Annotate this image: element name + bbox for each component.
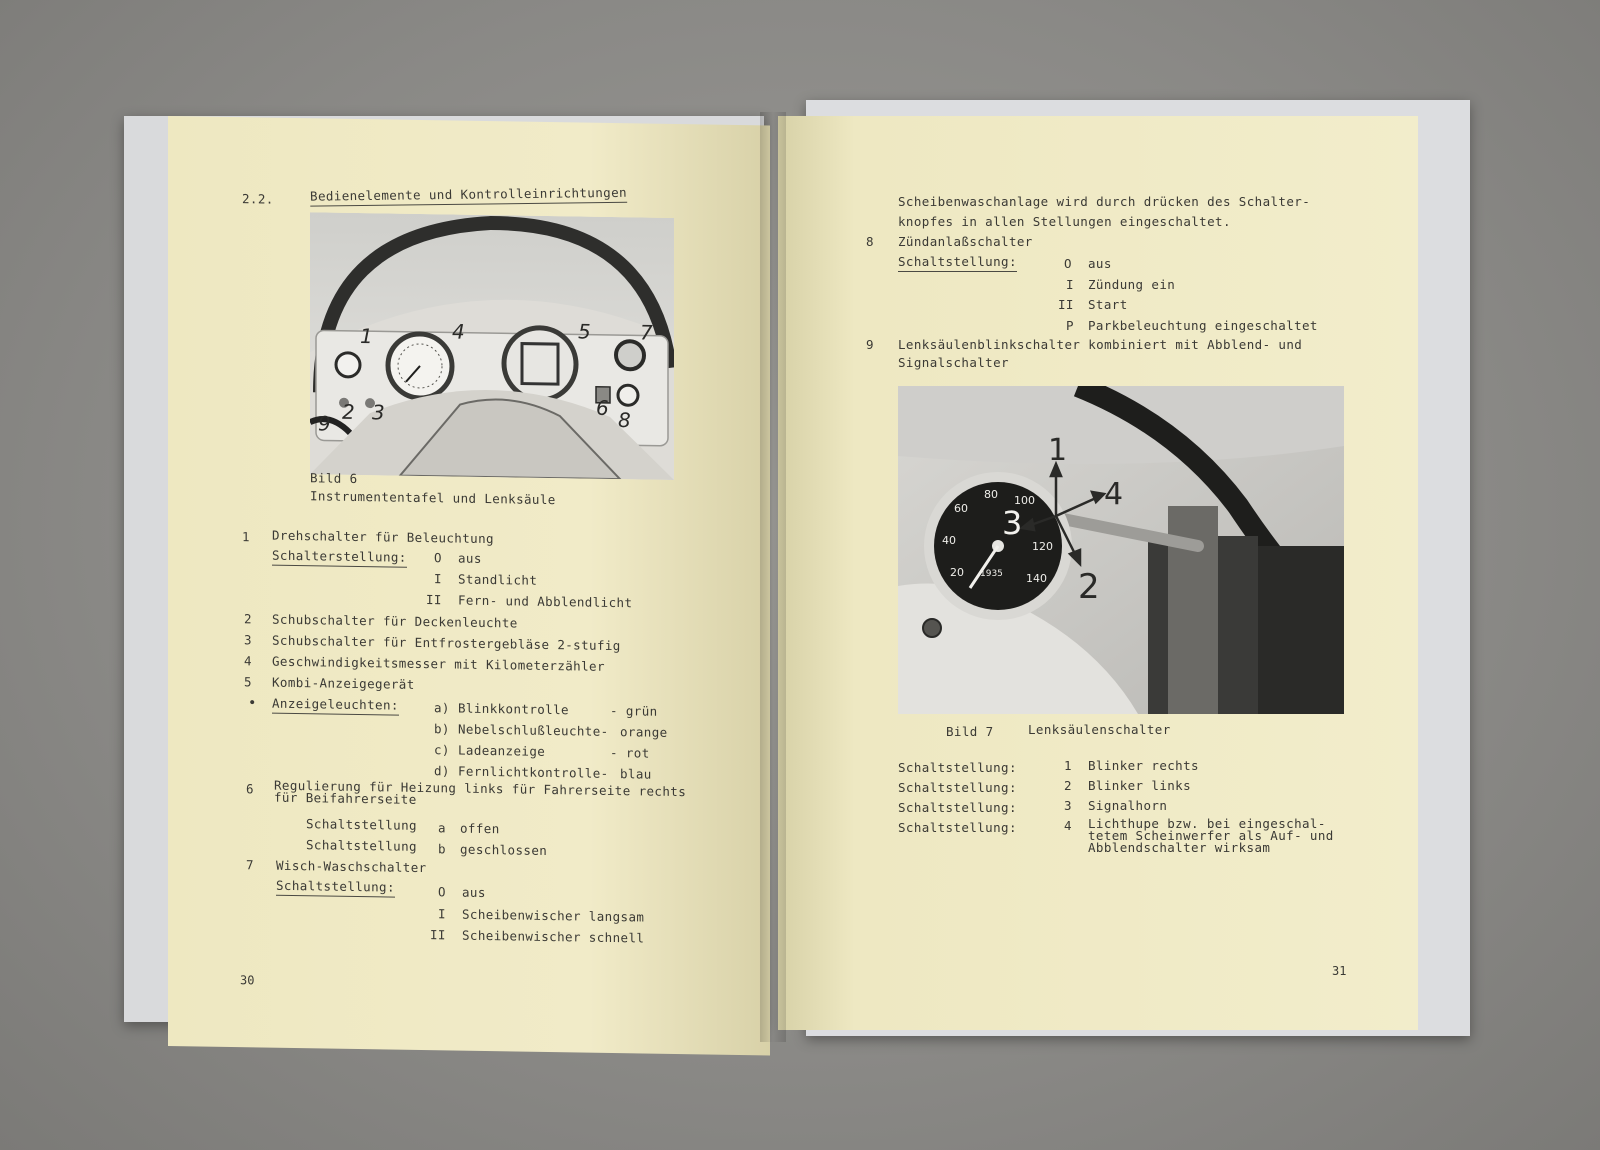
- callout-7: 7: [640, 320, 653, 345]
- switch-pos-3-text: Signalhorn: [1088, 798, 1168, 813]
- callout-r-3: 3: [1002, 504, 1023, 542]
- instrument-panel-image: [310, 212, 674, 480]
- figure-label: Bild 6: [310, 470, 358, 486]
- item-8-pos-0-text: aus: [1088, 256, 1112, 271]
- figure-7-caption: Lenksäulenschalter: [1028, 722, 1171, 737]
- switch-pos-1-text: Blinker rechts: [1088, 758, 1199, 773]
- item-7-number: 7: [246, 857, 254, 873]
- item-8-pos-0-key: O: [1064, 256, 1072, 271]
- bullet-mark: •: [248, 695, 257, 712]
- section-number: 2.2.: [242, 191, 274, 207]
- item-4-text: Geschwindigkeitsmesser mit Kilometerzähler: [272, 653, 605, 674]
- light-d-key: d): [434, 763, 450, 779]
- book-spine-gutter: [760, 112, 786, 1042]
- item-6-text: Regulierung für Heizung links für Fahrerseite rechts für Beifahrerseite: [274, 777, 687, 807]
- speedo-tick-80: 80: [984, 488, 998, 501]
- item-4-number: 4: [244, 653, 252, 669]
- light-c-color: - rot: [610, 744, 650, 761]
- switch-pos-2-text: Blinker links: [1088, 778, 1192, 793]
- switch-pos-2-label: Schaltstellung:: [898, 780, 1017, 795]
- item-5-label: Anzeigeleuchten:: [272, 696, 399, 716]
- speedo-tick-60: 60: [954, 502, 968, 515]
- item-8-label: Schaltstellung:: [898, 254, 1017, 272]
- figure-instrument-panel-photo: [310, 212, 674, 480]
- item-6-pos-b-key: b: [438, 841, 446, 857]
- light-b-color: orange: [620, 724, 668, 740]
- item-1-text: Drehschalter für Beleuchtung: [272, 527, 494, 547]
- item-2-text: Schubschalter für Deckenleuchte: [272, 611, 518, 631]
- item-8-text: Zündanlaßschalter: [898, 234, 1033, 249]
- left-page: [168, 116, 770, 1055]
- switch-pos-1-label: Schaltstellung:: [898, 760, 1017, 775]
- item-8-pos-3-key: P: [1066, 318, 1074, 333]
- switch-pos-4-line-2: tetem Scheinwerfer als Auf- und: [1088, 828, 1334, 843]
- switch-pos-4-label: Schaltstellung:: [898, 820, 1017, 835]
- light-b-key: b): [434, 721, 450, 737]
- figure-7-label: Bild 7: [946, 724, 994, 739]
- item-6-pos-a-key: a: [438, 820, 446, 836]
- callout-r-1: 1: [1048, 433, 1068, 468]
- switch-pos-3-key: 3: [1064, 798, 1072, 813]
- item-9-line-2: Signalschalter: [898, 355, 1009, 370]
- item-6-number: 6: [246, 781, 254, 797]
- page-number-left: 30: [240, 973, 255, 988]
- odometer-reading: 1935: [980, 569, 1003, 579]
- switch-pos-4-line-3: Abblendschalter wirksam: [1088, 840, 1271, 855]
- item-6-pos-a-text: offen: [460, 820, 500, 837]
- callout-r-2: 2: [1078, 567, 1100, 607]
- light-a-key: a): [434, 700, 450, 716]
- item-8-pos-2-text: Start: [1088, 297, 1128, 312]
- intro-line-1: Scheibenwaschanlage wird durch drücken des Schalter-: [898, 194, 1311, 209]
- intro-line-2: knopfes in allen Stellungen eingeschaltet.: [898, 214, 1231, 229]
- switch-pos-3-label: Schaltstellung:: [898, 800, 1017, 815]
- light-b-text: Nebelschlußleuchte-: [458, 721, 609, 739]
- item-5-number: 5: [244, 674, 252, 690]
- item-7-pos-1-text: Scheibenwischer langsam: [462, 906, 645, 925]
- callout-6: 6: [596, 395, 609, 420]
- item-9-line-1: Lenksäulenblinkschalter kombiniert mit Abblend- und: [898, 337, 1303, 352]
- item-8-pos-3-text: Parkbeleuchtung eingeschaltet: [1088, 318, 1318, 333]
- item-5-text: Kombi-Anzeigegerät: [272, 674, 415, 692]
- callout-8: 8: [618, 408, 631, 433]
- item-1-pos-1-text: Standlicht: [458, 571, 538, 588]
- figure-caption: Instrumententafel und Lenksäule: [310, 488, 556, 508]
- callout-4: 4: [452, 319, 465, 344]
- item-1-pos-2-text: Fern- und Abblendlicht: [458, 592, 633, 611]
- figure-steering-column-photo: [898, 386, 1344, 714]
- item-2-number: 2: [244, 611, 252, 627]
- callout-1: 1: [360, 324, 373, 349]
- item-7-text: Wisch-Waschschalter: [276, 857, 427, 876]
- item-1-label: Schalterstellung:: [272, 548, 407, 568]
- item-9-number: 9: [866, 337, 874, 352]
- item-1-pos-1-key: I: [434, 571, 442, 587]
- item-1-pos-0-key: O: [434, 550, 442, 566]
- item-6-pos-b-label: Schaltstellung: [306, 837, 417, 854]
- item-6-pos-b-text: geschlossen: [460, 841, 548, 858]
- item-7-pos-1-key: I: [438, 906, 446, 922]
- light-c-text: Ladeanzeige: [458, 742, 546, 759]
- speedo-tick-140: 140: [1026, 572, 1047, 585]
- switch-pos-4-key: 4: [1064, 818, 1072, 833]
- item-1-pos-0-text: aus: [458, 550, 482, 566]
- item-6-pos-a-label: Schaltstellung: [306, 816, 417, 833]
- switch-pos-2-key: 2: [1064, 778, 1072, 793]
- speedo-tick-20: 20: [950, 566, 964, 579]
- item-7-label: Schaltstellung:: [276, 878, 395, 898]
- light-c-key: c): [434, 742, 450, 758]
- steering-column-image: [898, 386, 1344, 714]
- right-page: [778, 116, 1418, 1030]
- callout-2: 2: [342, 399, 355, 424]
- item-3-text: Schubschalter für Entfrostergebläse 2-stufig: [272, 632, 621, 654]
- light-d-text: Fernlichtkontrolle-: [458, 763, 609, 781]
- section-title: Bedienelemente und Kontrolleinrichtungen: [310, 185, 627, 207]
- item-7-pos-2-text: Scheibenwischer schnell: [462, 927, 645, 946]
- item-1-pos-2-key: II: [426, 592, 442, 608]
- light-a-text: Blinkkontrolle: [458, 700, 569, 718]
- switch-pos-1-key: 1: [1064, 758, 1072, 773]
- speedo-tick-100: 100: [1014, 494, 1035, 507]
- item-8-pos-1-key: I: [1066, 277, 1074, 292]
- callout-r-4: 4: [1104, 477, 1124, 512]
- item-8-number: 8: [866, 234, 874, 249]
- switch-pos-4-line-1: Lichthupe bzw. bei eingeschal-: [1088, 816, 1326, 831]
- item-7-pos-2-key: II: [430, 927, 446, 943]
- item-8-pos-1-text: Zündung ein: [1088, 277, 1176, 292]
- callout-3: 3: [372, 400, 385, 425]
- callout-9: 9: [318, 411, 331, 436]
- speedo-tick-120: 120: [1032, 540, 1053, 553]
- light-d-color: blau: [620, 766, 652, 782]
- item-7-pos-0-key: O: [438, 884, 446, 900]
- item-8-pos-2-key: II: [1058, 297, 1074, 312]
- item-3-number: 3: [244, 632, 252, 648]
- speedo-tick-40: 40: [942, 534, 956, 547]
- item-7-pos-0-text: aus: [462, 884, 486, 900]
- item-1-number: 1: [242, 529, 250, 545]
- page-number-right: 31: [1332, 964, 1347, 978]
- light-a-color: - grün: [610, 702, 658, 719]
- callout-5: 5: [578, 319, 591, 344]
